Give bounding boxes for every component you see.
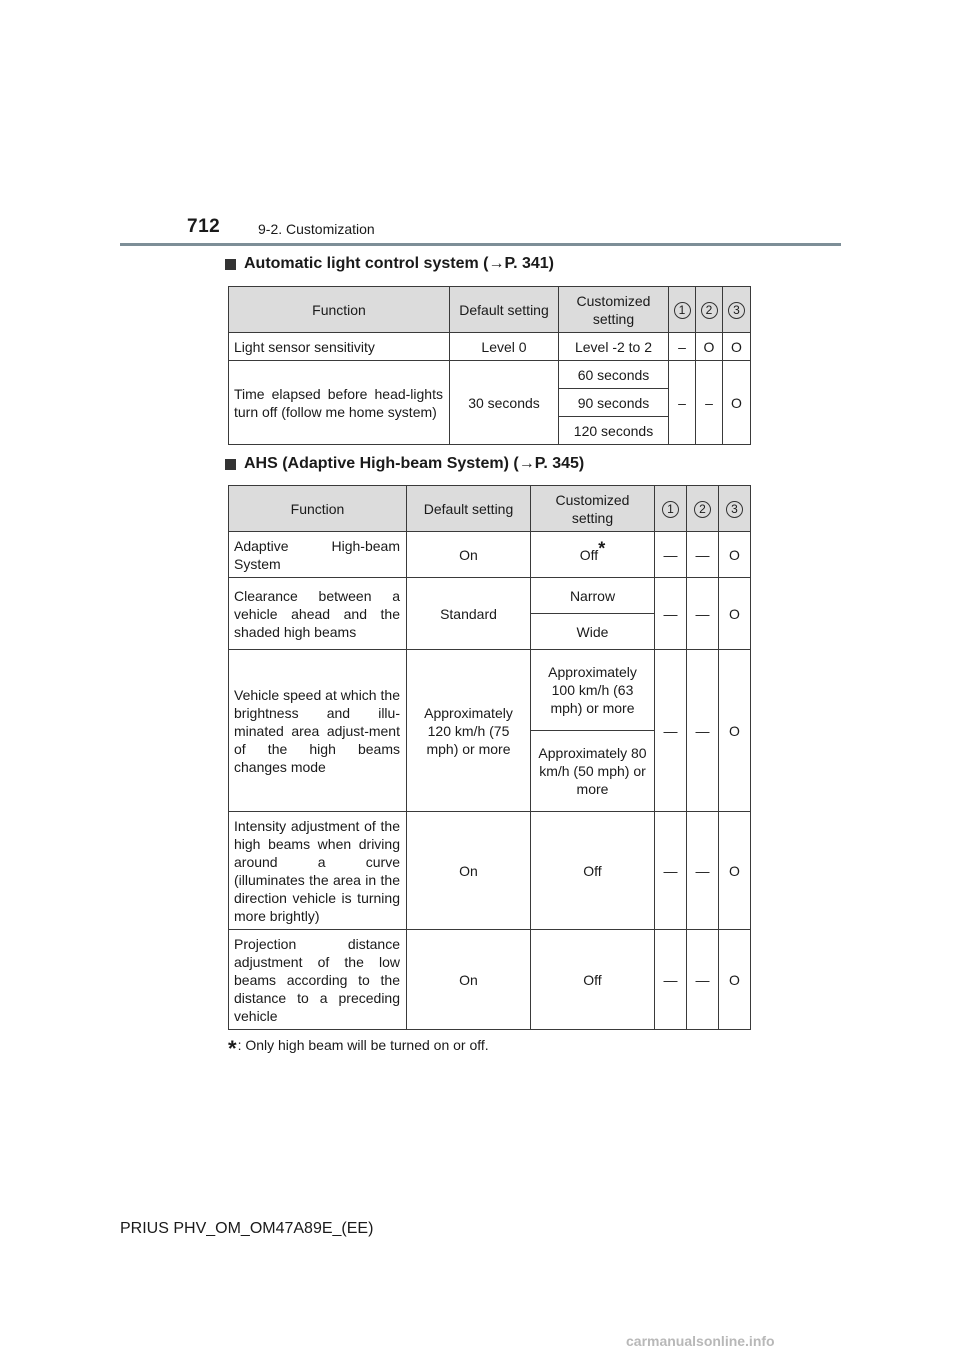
square-bullet-icon <box>225 459 236 470</box>
footnote-mark: * <box>598 537 606 558</box>
customized-cell <box>531 532 655 578</box>
section-heading-ahs <box>225 455 584 473</box>
mark-cell: O <box>719 812 751 930</box>
mark-cell: O <box>719 650 751 812</box>
footnote-mark: * <box>228 1036 237 1061</box>
column-header: Function <box>229 486 407 532</box>
column-header: Function <box>229 287 450 333</box>
circled-number-icon: 3 <box>726 501 743 518</box>
mark-cell: O <box>719 532 751 578</box>
circled-number-icon: 1 <box>674 302 691 319</box>
customized-cell: 120 seconds <box>559 417 669 445</box>
mark-cell: – <box>669 333 696 361</box>
page-number: 712 <box>187 216 221 237</box>
customized-cell: Approximately 100 km/h (63 mph) or more <box>531 650 655 731</box>
default-cell: On <box>407 812 531 930</box>
function-cell: Adaptive High-beam System <box>229 532 407 578</box>
function-cell: Vehicle speed at which the brightness and illu-minated area adjust-ment of the high beams changes mode <box>229 650 407 812</box>
heading-text: Automatic light control system (→P. 341) <box>244 255 554 272</box>
column-header: Default setting <box>450 287 559 333</box>
function-cell: Light sensor sensitivity <box>229 333 450 361</box>
watermark: carmanualsonline.info <box>626 1333 775 1349</box>
mark-cell: — <box>655 650 687 812</box>
customized-cell: Narrow <box>531 578 655 614</box>
mark-cell: — <box>655 930 687 1030</box>
circled-number-icon: 2 <box>701 302 718 319</box>
column-header <box>723 287 751 333</box>
mark-cell: — <box>687 532 719 578</box>
heading-text: AHS (Adaptive High-beam System) (→P. 345) <box>244 455 585 472</box>
function-cell: Time elapsed before head-lights turn off (follow me home system) <box>229 361 450 445</box>
function-cell: Intensity adjustment of the high beams when driving around a curve (illuminates the area in the direction vehicle is turning more brightly) <box>229 812 407 930</box>
mark-cell: — <box>687 650 719 812</box>
section-heading-light-control <box>225 255 554 273</box>
table-header-row <box>229 287 751 333</box>
mark-cell: – <box>669 361 696 445</box>
mark-cell: — <box>655 532 687 578</box>
customized-cell: Off <box>531 812 655 930</box>
circled-number-icon: 3 <box>728 302 745 319</box>
mark-cell: O <box>696 333 723 361</box>
light-control-table <box>228 286 751 445</box>
customized-cell: Off <box>531 930 655 1030</box>
footnote <box>228 1036 489 1062</box>
column-header <box>655 486 687 532</box>
mark-cell: — <box>655 812 687 930</box>
mark-cell: – <box>696 361 723 445</box>
mark-cell: — <box>655 578 687 650</box>
circled-number-icon: 2 <box>694 501 711 518</box>
mark-cell: — <box>687 578 719 650</box>
mark-cell: O <box>719 930 751 1030</box>
mark-cell: — <box>687 812 719 930</box>
ahs-table <box>228 485 751 1030</box>
column-header <box>687 486 719 532</box>
mark-cell: O <box>719 578 751 650</box>
default-cell: Level 0 <box>450 333 559 361</box>
column-header: Default setting <box>407 486 531 532</box>
default-cell: Approximately 120 km/h (75 mph) or more <box>407 650 531 812</box>
table-row <box>229 578 751 614</box>
mark-cell: — <box>687 930 719 1030</box>
manual-code: PRIUS PHV_OM_OM47A89E_(EE) <box>120 1220 374 1237</box>
table-row <box>229 650 751 731</box>
column-header <box>696 287 723 333</box>
section-title: 9-2. Customization <box>258 221 375 237</box>
mark-cell: O <box>723 361 751 445</box>
customized-value: Off <box>579 546 599 563</box>
table-row <box>229 333 751 361</box>
table-header-row <box>229 486 751 532</box>
table-row <box>229 532 751 578</box>
column-header <box>669 287 696 333</box>
default-cell: On <box>407 930 531 1030</box>
default-cell: Standard <box>407 578 531 650</box>
table-row <box>229 361 751 389</box>
header-rule <box>120 243 841 246</box>
customized-cell: 90 seconds <box>559 389 669 417</box>
default-cell: 30 seconds <box>450 361 559 445</box>
footnote-text: : Only high beam will be turned on or off. <box>237 1037 489 1053</box>
customized-cell: Approximately 80 km/h (50 mph) or more <box>531 731 655 812</box>
column-header: Customized setting <box>559 287 669 333</box>
circled-number-icon: 1 <box>662 501 679 518</box>
mark-cell: O <box>723 333 751 361</box>
column-header: Customized setting <box>531 486 655 532</box>
customized-cell: 60 seconds <box>559 361 669 389</box>
column-header <box>719 486 751 532</box>
default-cell: On <box>407 532 531 578</box>
square-bullet-icon <box>225 259 236 270</box>
customized-cell: Level -2 to 2 <box>559 333 669 361</box>
function-cell: Projection distance adjustment of the low beams according to the distance to a preceding vehicle <box>229 930 407 1030</box>
function-cell: Clearance between a vehicle ahead and the shaded high beams <box>229 578 407 650</box>
customized-cell: Wide <box>531 614 655 650</box>
table-row <box>229 930 751 1030</box>
table-row <box>229 812 751 930</box>
